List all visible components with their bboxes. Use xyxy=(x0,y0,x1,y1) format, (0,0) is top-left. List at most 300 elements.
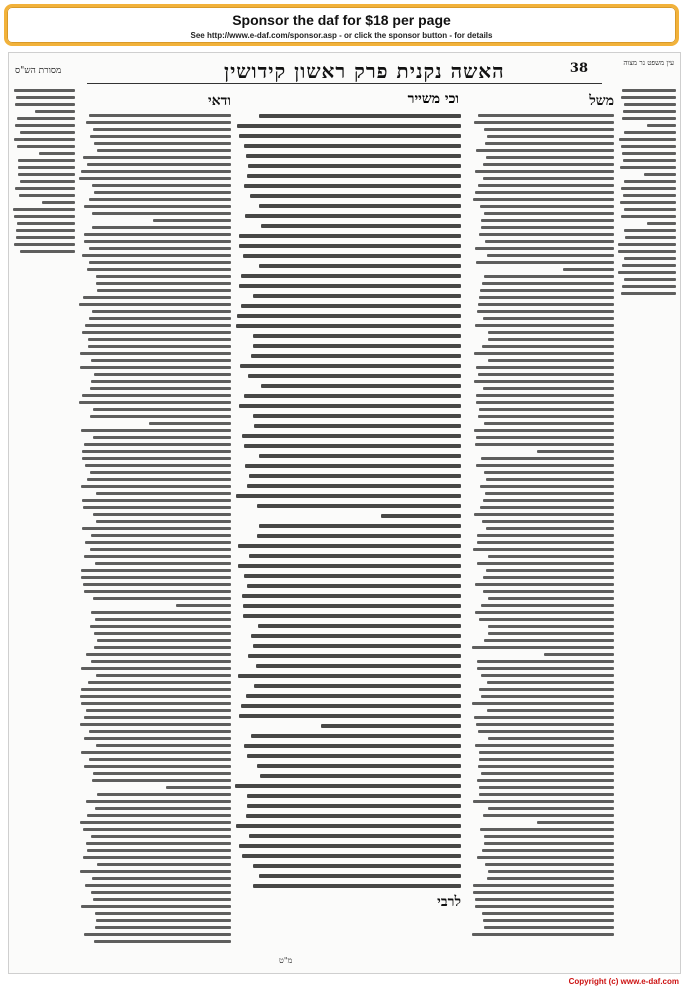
text-line xyxy=(84,205,231,208)
text-line xyxy=(480,485,614,488)
text-line xyxy=(621,145,676,148)
text-line xyxy=(478,373,614,376)
text-line xyxy=(479,751,614,754)
text-line xyxy=(477,779,614,782)
text-line xyxy=(624,103,676,106)
text-line xyxy=(79,401,231,404)
page-title: האשה נקנית פרק ראשון קידושין xyxy=(224,59,505,83)
text-line xyxy=(488,737,614,740)
text-line xyxy=(243,604,461,608)
text-line xyxy=(488,555,614,558)
text-line xyxy=(84,590,231,593)
text-line xyxy=(149,422,231,425)
text-line xyxy=(475,905,614,908)
text-line xyxy=(80,723,231,726)
text-line xyxy=(35,110,75,113)
text-line xyxy=(473,548,614,551)
text-line xyxy=(95,562,231,565)
text-line xyxy=(239,404,461,408)
text-line xyxy=(472,702,614,705)
text-line xyxy=(95,912,231,915)
text-line xyxy=(257,764,461,768)
text-line xyxy=(83,856,231,859)
text-line xyxy=(474,380,614,383)
text-line xyxy=(256,664,461,668)
text-line xyxy=(483,317,614,320)
text-line xyxy=(83,583,231,586)
text-line xyxy=(477,856,614,859)
text-line xyxy=(244,394,461,398)
text-line xyxy=(97,863,231,866)
text-line xyxy=(483,387,614,390)
text-line xyxy=(90,415,231,418)
text-line xyxy=(476,401,614,404)
gemara-heading: וכי משייר xyxy=(407,91,459,107)
text-line xyxy=(242,434,461,438)
text-line xyxy=(475,191,614,194)
text-line xyxy=(261,224,461,228)
text-line xyxy=(85,324,231,327)
text-line xyxy=(321,724,461,728)
text-line xyxy=(95,807,231,810)
text-line xyxy=(482,282,614,285)
sponsor-banner[interactable] xyxy=(4,4,679,46)
text-line xyxy=(480,828,614,831)
text-line xyxy=(622,89,676,92)
text-line xyxy=(96,492,231,495)
text-line xyxy=(250,194,461,198)
text-line xyxy=(18,173,75,176)
text-line xyxy=(14,89,75,92)
text-line xyxy=(253,334,461,338)
text-line xyxy=(485,492,614,495)
text-line xyxy=(92,779,231,782)
text-line xyxy=(482,520,614,523)
copyright-link[interactable]: Copyright (c) www.e-daf.com xyxy=(568,977,679,986)
text-line xyxy=(242,594,461,598)
text-line xyxy=(475,898,614,901)
text-line xyxy=(475,170,614,173)
text-line xyxy=(85,541,231,544)
text-line xyxy=(487,877,614,880)
text-line xyxy=(481,695,614,698)
text-line xyxy=(477,310,614,313)
text-line xyxy=(247,174,461,178)
text-line xyxy=(257,504,461,508)
text-line xyxy=(242,854,461,858)
text-line xyxy=(622,285,676,288)
text-line xyxy=(647,222,676,225)
text-line xyxy=(475,247,614,250)
text-line xyxy=(475,324,614,327)
text-line xyxy=(472,933,614,936)
text-line xyxy=(89,247,231,250)
text-line xyxy=(472,646,614,649)
text-line xyxy=(484,128,614,131)
text-line xyxy=(245,214,461,218)
text-line xyxy=(92,310,231,313)
text-line xyxy=(486,478,614,481)
text-line xyxy=(621,187,676,190)
text-line xyxy=(166,786,231,789)
text-line xyxy=(236,324,461,328)
text-line xyxy=(79,177,231,180)
text-line xyxy=(259,874,461,878)
text-line xyxy=(88,345,231,348)
text-line xyxy=(478,184,614,187)
text-line xyxy=(479,688,614,691)
text-line xyxy=(249,554,461,558)
text-line xyxy=(80,870,231,873)
text-line xyxy=(624,208,676,211)
text-line xyxy=(14,215,75,218)
text-line xyxy=(475,443,614,446)
text-line xyxy=(92,226,231,229)
text-line xyxy=(484,926,614,929)
text-line xyxy=(84,233,231,236)
text-line xyxy=(16,96,75,99)
text-line xyxy=(84,555,231,558)
text-line xyxy=(482,912,614,915)
text-line xyxy=(474,352,614,355)
rashi-keyword: משל xyxy=(589,93,614,109)
text-line xyxy=(486,527,614,530)
text-line xyxy=(82,394,231,397)
text-line xyxy=(237,124,461,128)
text-line xyxy=(94,191,231,194)
text-line xyxy=(236,824,461,828)
text-line xyxy=(259,524,461,528)
text-line xyxy=(84,240,231,243)
text-line xyxy=(251,734,461,738)
text-line xyxy=(483,590,614,593)
text-line xyxy=(484,639,614,642)
text-line xyxy=(89,758,231,761)
text-line xyxy=(91,534,231,537)
text-line xyxy=(476,464,614,467)
text-line xyxy=(239,844,461,848)
text-line xyxy=(20,250,75,253)
text-line xyxy=(91,891,231,894)
talmud-page xyxy=(8,52,681,974)
text-line xyxy=(484,212,614,215)
text-line xyxy=(241,274,461,278)
text-line xyxy=(89,317,231,320)
text-line xyxy=(478,765,614,768)
text-line xyxy=(473,198,614,201)
text-line xyxy=(90,471,231,474)
text-line xyxy=(82,331,231,334)
text-line xyxy=(473,891,614,894)
text-line xyxy=(488,597,614,600)
text-line xyxy=(19,194,75,197)
text-line xyxy=(622,117,676,120)
text-line xyxy=(253,294,461,298)
text-line xyxy=(94,646,231,649)
text-line xyxy=(20,131,75,134)
text-line xyxy=(481,674,614,677)
text-line xyxy=(93,898,231,901)
text-line xyxy=(247,584,461,588)
text-line xyxy=(381,514,461,518)
text-line xyxy=(243,614,461,618)
masoret-hashas-column xyxy=(13,89,75,943)
text-line xyxy=(86,800,231,803)
text-line xyxy=(246,694,461,698)
rashi-column xyxy=(472,89,614,943)
text-line xyxy=(488,625,614,628)
text-line xyxy=(85,884,231,887)
text-line xyxy=(14,138,75,141)
text-line xyxy=(82,527,231,530)
text-line xyxy=(91,835,231,838)
text-line xyxy=(18,166,75,169)
text-line xyxy=(247,484,461,488)
text-line xyxy=(80,352,231,355)
text-line xyxy=(79,303,231,306)
text-line xyxy=(254,684,461,688)
text-line xyxy=(644,173,676,176)
sponsor-subtitle[interactable]: See http://www.e-daf.com/sponsor.asp - or click the sponsor button - for details xyxy=(190,31,493,40)
text-line xyxy=(473,884,614,887)
text-line xyxy=(483,163,614,166)
text-line xyxy=(94,632,231,635)
page-footer-signature: מ"ט xyxy=(279,956,293,965)
text-line xyxy=(90,135,231,138)
text-line xyxy=(92,212,231,215)
text-line xyxy=(260,774,461,778)
text-line xyxy=(621,215,676,218)
text-line xyxy=(474,429,614,432)
text-line xyxy=(251,354,461,358)
text-line xyxy=(488,870,614,873)
text-line xyxy=(537,450,614,453)
text-line xyxy=(97,793,231,796)
text-line xyxy=(253,644,461,648)
text-line xyxy=(244,574,461,578)
text-line xyxy=(488,807,614,810)
text-line xyxy=(483,177,614,180)
text-line xyxy=(93,436,231,439)
text-line xyxy=(83,296,231,299)
text-line xyxy=(17,145,75,148)
text-line xyxy=(253,344,461,348)
text-line xyxy=(91,359,231,362)
text-line xyxy=(42,201,75,204)
text-line xyxy=(481,604,614,607)
text-line xyxy=(624,131,676,134)
text-line xyxy=(483,576,614,579)
text-line xyxy=(89,730,231,733)
text-line xyxy=(88,338,231,341)
text-line xyxy=(481,457,614,460)
text-line xyxy=(85,464,231,467)
text-line xyxy=(86,121,231,124)
text-line xyxy=(239,234,461,238)
text-line xyxy=(96,275,231,278)
text-line xyxy=(81,485,231,488)
text-line xyxy=(486,569,614,572)
text-line xyxy=(618,250,676,253)
text-line xyxy=(96,520,231,523)
text-line xyxy=(17,117,75,120)
text-line xyxy=(243,254,461,258)
text-line xyxy=(239,244,461,248)
text-line xyxy=(81,751,231,754)
text-line xyxy=(82,457,231,460)
text-line xyxy=(482,849,614,852)
text-line xyxy=(95,618,231,621)
gemara-column xyxy=(235,89,461,943)
text-line xyxy=(153,219,231,222)
text-line xyxy=(97,149,231,152)
text-line xyxy=(475,611,614,614)
text-line xyxy=(484,275,614,278)
text-line xyxy=(253,414,461,418)
text-line xyxy=(488,331,614,334)
text-line xyxy=(94,142,231,145)
text-line xyxy=(39,152,75,155)
text-line xyxy=(83,506,231,509)
text-line xyxy=(93,597,231,600)
text-line xyxy=(15,103,75,106)
text-line xyxy=(239,714,461,718)
text-line xyxy=(487,709,614,712)
text-line xyxy=(80,695,231,698)
text-line xyxy=(238,674,461,678)
text-line xyxy=(89,198,231,201)
text-line xyxy=(484,842,614,845)
text-line xyxy=(259,114,461,118)
text-line xyxy=(623,194,676,197)
text-line xyxy=(619,138,676,141)
text-line xyxy=(618,243,676,246)
text-line xyxy=(474,121,614,124)
text-line xyxy=(91,611,231,614)
text-line xyxy=(622,264,676,267)
text-line xyxy=(90,387,231,390)
text-line xyxy=(485,863,614,866)
text-line xyxy=(80,821,231,824)
text-line xyxy=(82,499,231,502)
text-line xyxy=(91,380,231,383)
text-line xyxy=(17,222,75,225)
text-line xyxy=(476,394,614,397)
text-line xyxy=(86,653,231,656)
text-line xyxy=(488,338,614,341)
text-line xyxy=(88,681,231,684)
text-line xyxy=(81,429,231,432)
text-line xyxy=(84,737,231,740)
text-line xyxy=(479,296,614,299)
text-line xyxy=(246,814,461,818)
text-line xyxy=(474,716,614,719)
text-line xyxy=(81,702,231,705)
text-line xyxy=(81,905,231,908)
text-line xyxy=(484,471,614,474)
text-line xyxy=(479,233,614,236)
text-line xyxy=(537,821,614,824)
text-line xyxy=(81,170,231,173)
text-line xyxy=(476,723,614,726)
text-line xyxy=(620,166,676,169)
text-line xyxy=(95,926,231,929)
text-line xyxy=(478,730,614,733)
text-line xyxy=(544,653,614,656)
bottom-keyword: לרבי xyxy=(437,894,461,910)
text-line xyxy=(14,243,75,246)
text-line xyxy=(488,359,614,362)
page-number: 38 xyxy=(569,61,588,76)
text-line xyxy=(486,156,614,159)
text-line xyxy=(93,408,231,411)
text-line xyxy=(86,709,231,712)
text-line xyxy=(80,366,231,369)
text-line xyxy=(93,513,231,516)
text-line xyxy=(176,604,231,607)
text-line xyxy=(474,513,614,516)
text-line xyxy=(483,919,614,922)
text-line xyxy=(484,422,614,425)
text-line xyxy=(244,444,461,448)
text-line xyxy=(87,478,231,481)
sponsor-title[interactable]: Sponsor the daf for $18 per page xyxy=(232,12,451,28)
text-line xyxy=(479,408,614,411)
text-line xyxy=(647,124,676,127)
text-line xyxy=(487,254,614,257)
text-line xyxy=(481,226,614,229)
text-line xyxy=(622,152,676,155)
text-line xyxy=(87,849,231,852)
text-line xyxy=(248,164,461,168)
text-line xyxy=(624,257,676,260)
text-line xyxy=(94,940,231,943)
text-line xyxy=(86,842,231,845)
text-line xyxy=(479,793,614,796)
text-line xyxy=(84,443,231,446)
text-line xyxy=(249,834,461,838)
text-line xyxy=(257,534,461,538)
text-line xyxy=(83,156,231,159)
text-line xyxy=(480,289,614,292)
text-line xyxy=(475,744,614,747)
text-line xyxy=(483,814,614,817)
text-line xyxy=(244,144,461,148)
text-line xyxy=(92,877,231,880)
text-line xyxy=(244,184,461,188)
text-line xyxy=(93,772,231,775)
text-line xyxy=(473,800,614,803)
text-line xyxy=(259,204,461,208)
text-line xyxy=(623,110,676,113)
text-line xyxy=(249,474,461,478)
text-line xyxy=(91,660,231,663)
text-line xyxy=(484,835,614,838)
left-margin-tag: מסורת הש"ס xyxy=(15,66,62,76)
text-line xyxy=(253,864,461,868)
text-line xyxy=(96,919,231,922)
text-line xyxy=(245,464,461,468)
text-line xyxy=(81,576,231,579)
text-line xyxy=(479,758,614,761)
text-line xyxy=(563,268,614,271)
text-line xyxy=(259,264,461,268)
text-line xyxy=(239,134,461,138)
text-line xyxy=(84,765,231,768)
text-line xyxy=(89,261,231,264)
text-line xyxy=(247,754,461,758)
text-line xyxy=(84,933,231,936)
